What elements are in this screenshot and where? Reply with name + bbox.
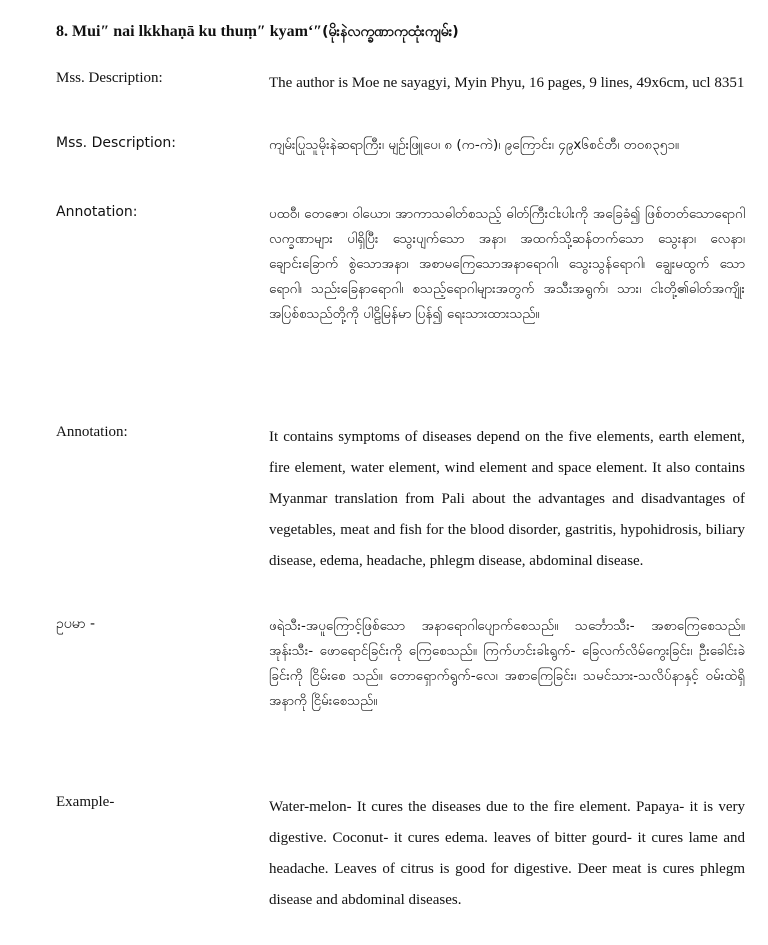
entry-label: Annotation:	[56, 424, 128, 440]
entry-text: It contains symptoms of diseases depend on the five elements, earth element, fire element, water element, wind element and space element. It also contains Myanmar translation from Pali about the advantages and disadvantages of vegetables, meat and fish for the blood disorder, gastritis, hypohidrosis, biliary disease, edema, headache, phlegm disease, abdominal disease.	[269, 429, 745, 569]
entry-text: ကျမ်းပြုသူမိုးနဲဆရာကြီး၊ မျဉ်းဖြူပေ၊ ၈ (က-ကဲ)၊ ၉ကြောင်း၊ ၄၉x၆စင်တီ၊ တ၀၈၃၅၁။	[269, 137, 679, 153]
entry-label: Mss. Description:	[56, 70, 163, 86]
entry-heading	[56, 20, 748, 44]
entry-label: Mss. Description:	[56, 135, 177, 151]
entry-text: ဖရဲသီး-အပူကြောင့်ဖြစ်သော အနာရောဂါပျောက်စေသည်။ သင်္ဘောသီး- အစာကြေစေသည်။ အုန်းသီး- ဖောရောင်ခြင်းကို ကြေစေသည်။ ကြက်ဟင်းခါးရွက်- ခြေလက်လိမ်ကွေးခြင်း၊ ဦးခေါင်းခဲခြင်းကို ငြိမ်းစေ သည်။ တောရှောက်ရွက်-လေ၊ အစာကြေခြင်း၊ သမင်သား-သလိပ်နာနှင့် ဝမ်းထဲရှိအနာကို ငြိမ်းစေသည်။	[269, 618, 745, 709]
entry-text: ပထဝီ၊ တေဇော၊ ဝါယော၊ အာကာသဓါတ်စသည့် ဓါတ်ကြီးငါးပါးကို အခြေခံ၍ ဖြစ်တတ်သောရောဂါလက္ခဏာများ ပါရှိပြီး သွေးပျက်သော အနာ၊ အထက်သို့ဆန်တက်သော သွေးနာ၊ လေနာ၊ ချောင်းခြောက် စွဲသောအနာ၊ အစာမကြေသောအနာရောဂါ၊ သွေးသွန်ရောဂါ၊ ချွေးမထွက် သောရောဂါ၊ သည်းခြေနာရောဂါ၊ စသည့်ရောဂါများအတွက် အသီးအရွက်၊ သား၊ ငါးတို့၏ဓါတ်အကျိုးအပြစ်စသည်တို့ကို ပါဠိမြန်မာ ပြန်၍ ရေးသားထားသည်။	[269, 206, 745, 322]
heading-myanmar-title: (မိုးနဲလက္ခဏာကုထုံးကျမ်း)	[322, 24, 459, 40]
entry-label: Example-	[56, 794, 115, 810]
heading-latin-title: 8. Mui″ nai lkkhaṇā ku thuṃ″ kyam‘″	[56, 23, 323, 40]
entry-text: The author is Moe ne sayagyi, Myin Phyu, 16 pages, 9 lines, 49x6cm, ucl 8351	[269, 75, 745, 91]
entry-label: Annotation:	[56, 204, 138, 220]
entry-text: Water-melon- It cures the diseases due to the fire element. Papaya- it is very digestive. Coconut- it cures edema. leaves of bitter gourd- it cures lame and headache. Leaves of citrus is good for digestive. Deer meat is cures phlegm disease and abdominal diseases.	[269, 799, 745, 908]
entry-label: ဥပမာ -	[56, 616, 96, 632]
